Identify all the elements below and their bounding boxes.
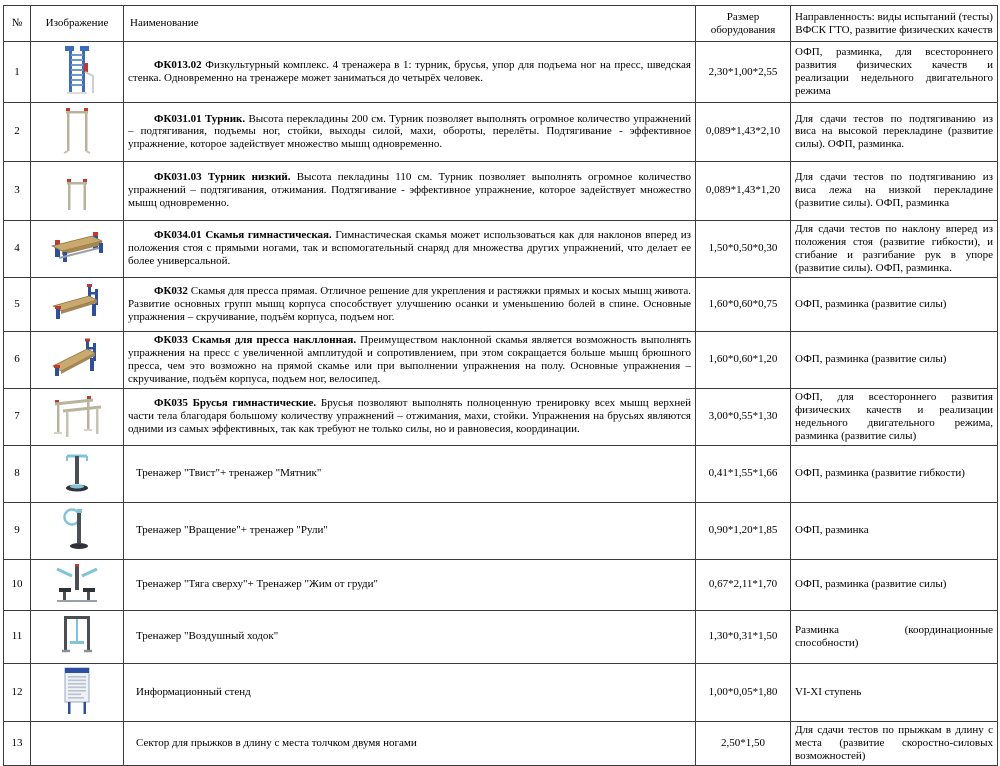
row-number: 2 — [4, 102, 31, 161]
table-row — [4, 331, 998, 388]
equipment-name: Тренажер "Тяга сверху"+ Тренажер "Жим от груди" — [124, 559, 696, 610]
equipment-name: ФК013.02 Физкультурный комплекс. 4 тренажера в 1: турник, брусья, упор для подъема ног на пресс, шведская стенка. Одновременно на тренажере может заниматься до четырёх человек. — [124, 42, 696, 103]
equipment-purpose: VI-XI ступень — [791, 663, 998, 722]
equipment-name: ФК032 Скамья для пресса прямая. Отличное решение для укрепления и растяжки прямых и косых мышц живота. Развитие основных групп мышц корпуса способствует улучшению осанки и уменьшению болей в спине. Основные упражнения – скручивание, подъём корпуса, подъем ног. — [124, 277, 696, 331]
equipment-image-cell — [31, 445, 124, 502]
equipment-image-cell — [31, 502, 124, 559]
gym-bench-icon — [49, 228, 105, 266]
equipment-size: 0,089*1,43*2,10 — [696, 102, 791, 161]
table-row — [4, 610, 998, 663]
equipment-size: 0,90*1,20*1,85 — [696, 502, 791, 559]
header-name: Наименование — [124, 6, 696, 42]
header-size: Размер оборудования — [696, 6, 791, 42]
equipment-name: ФК031.01 Турник. Высота перекладины 200 см. Турник позволяет выполнять огромное количество упражнений – подтягивания, подъемы ног, стойки, выходы силой, махи, обороты, перелёты. Подтягивание - эффективное упражнение, которое задействует множество мышц одновременно. — [124, 102, 696, 161]
twist-machine-icon — [61, 448, 93, 496]
table-row — [4, 102, 998, 161]
table-row — [4, 42, 998, 103]
equipment-name: Сектор для прыжков в длину с места толчком двумя ногами — [124, 722, 696, 766]
header-purpose: Направленность: виды испытаний (тесты) ВФСК ГТО, развитие физических качеств — [791, 6, 998, 42]
air-walker-icon — [59, 613, 95, 657]
row-number: 11 — [4, 610, 31, 663]
equipment-image-cell — [31, 559, 124, 610]
equipment-image-cell — [31, 220, 124, 277]
equipment-size: 1,50*0,50*0,30 — [696, 220, 791, 277]
table-row — [4, 277, 998, 331]
equipment-image-cell — [31, 722, 124, 766]
row-number: 7 — [4, 388, 31, 445]
table-row — [4, 388, 998, 445]
equipment-purpose: ОФП, разминка (развитие силы) — [791, 559, 998, 610]
equipment-size: 2,50*1,50 — [696, 722, 791, 766]
parallel-bars-icon — [49, 391, 105, 439]
row-number: 3 — [4, 161, 31, 220]
equipment-image-cell — [31, 102, 124, 161]
equipment-size: 2,30*1,00*2,55 — [696, 42, 791, 103]
equipment-name: Тренажер "Вращение"+ тренажер "Рули" — [124, 502, 696, 559]
row-number: 9 — [4, 502, 31, 559]
pulldown-machine-icon — [53, 562, 101, 604]
equipment-purpose: Для сдачи тестов по прыжкам в длину с места (развитие скоростно-силовых возможностей) — [791, 722, 998, 766]
header-num: № — [4, 6, 31, 42]
equipment-size: 1,60*0,60*1,20 — [696, 331, 791, 388]
wall-bars-icon — [60, 44, 94, 96]
table-row — [4, 161, 998, 220]
equipment-purpose: ОФП, разминка, для всестороннего развития физических качеств и реализации недельного двигательного режима — [791, 42, 998, 103]
table-row — [4, 559, 998, 610]
row-number: 4 — [4, 220, 31, 277]
equipment-image-cell — [31, 663, 124, 722]
low-bar-icon — [59, 164, 95, 214]
info-stand-icon — [61, 666, 93, 716]
row-number: 12 — [4, 663, 31, 722]
equipment-code: ФК033 Скамья для пресса накллонная. — [154, 333, 357, 346]
row-number: 13 — [4, 722, 31, 766]
equipment-name: ФК034.01 Скамья гимнастическая. Гимнастическая скамья может использоваться как для наклонов вперед из положения стоя с прямыми ногами, так и вспомогательный снаряд для множества других упражнений, что делает ее более универсальной. — [124, 220, 696, 277]
equipment-name: ФК033 Скамья для пресса накллонная. Преимуществом наклонной скамья является возможность выполнять упражнения на пресс с увеличенной амплитудой и сопротивлением, при этом сокращается больше мышц брюшного пресса, чем это возможно на прямой скамье или при выполнении упражнения на полу. Основные упражнения – скручивание, подъём корпуса, подъем ног, велосипед. — [124, 331, 696, 388]
table-row — [4, 502, 998, 559]
row-number: 5 — [4, 277, 31, 331]
table-row — [4, 220, 998, 277]
equipment-size: 1,00*0,05*1,80 — [696, 663, 791, 722]
equipment-purpose: Для сдачи тестов по подтягиванию из виса лежа на низкой перекладине (развитие силы). ОФП, разминка — [791, 161, 998, 220]
equipment-size: 1,30*0,31*1,50 — [696, 610, 791, 663]
equipment-purpose: ОФП, разминка (развитие силы) — [791, 277, 998, 331]
equipment-code: ФК034.01 Скамья гимнастическая. — [154, 229, 332, 242]
equipment-size: 1,60*0,60*0,75 — [696, 277, 791, 331]
equipment-name: Тренажер "Твист"+ тренажер "Мятник" — [124, 445, 696, 502]
equipment-size: 0,089*1,43*1,20 — [696, 161, 791, 220]
high-bar-icon — [59, 105, 95, 155]
equipment-code: ФК031.03 Турник низкий. — [154, 171, 291, 184]
equipment-size: 0,41*1,55*1,66 — [696, 445, 791, 502]
equipment-name: ФК031.03 Турник низкий. Высота пекладины 110 см. Турник позволяет выполнять огромное количество упражнений – подтягивания, отжимания. Подтягивание - эффективное упражнение, которое задействует множество мышц одновременно. — [124, 161, 696, 220]
table-row — [4, 663, 998, 722]
equipment-purpose: ОФП, разминка — [791, 502, 998, 559]
equipment-name: Информационный стенд — [124, 663, 696, 722]
equipment-code: ФК032 — [154, 284, 188, 297]
equipment-purpose: Разминка (координационные способности) — [791, 610, 998, 663]
row-number: 8 — [4, 445, 31, 502]
equipment-code: ФК035 Брусья гимнастические. — [154, 397, 317, 410]
equipment-size: 0,67*2,11*1,70 — [696, 559, 791, 610]
rotation-machine-icon — [62, 505, 92, 553]
equipment-image-cell — [31, 277, 124, 331]
equipment-purpose: Для сдачи тестов по подтягиванию из виса на высокой перекладине (развитие силы). ОФП, разминка. — [791, 102, 998, 161]
equipment-table-body — [4, 42, 998, 766]
row-number: 6 — [4, 331, 31, 388]
equipment-table — [3, 5, 998, 766]
press-bench-straight-icon — [51, 282, 103, 322]
equipment-name: ФК035 Брусья гимнастические. Брусья позволяют выполнять полноценную тренировку всех мышц верхней части тела благодаря большому количеству упражнений – отжимания, махи, стойки. Упражнения на брусьях являются одними из самых эффективных, так как требуют не только силы, но и равновесия, координации. — [124, 388, 696, 445]
equipment-purpose: ОФП, разминка (развитие силы) — [791, 331, 998, 388]
press-bench-incline-icon — [51, 338, 103, 378]
equipment-code: ФК031.01 Турник. — [154, 112, 246, 125]
equipment-size: 3,00*0,55*1,30 — [696, 388, 791, 445]
equipment-image-cell — [31, 331, 124, 388]
equipment-image-cell — [31, 161, 124, 220]
equipment-image-cell — [31, 610, 124, 663]
equipment-purpose: ОФП, для всестороннего развития физических качеств и реализации недельного двигательного режима, разминка (развитие силы) — [791, 388, 998, 445]
table-header — [4, 6, 998, 42]
table-row — [4, 722, 998, 766]
equipment-name: Тренажер "Воздушный ходок" — [124, 610, 696, 663]
table-row — [4, 445, 998, 502]
equipment-image-cell — [31, 388, 124, 445]
equipment-code: ФК013.02 — [154, 59, 202, 72]
equipment-image-cell — [31, 42, 124, 103]
row-number: 10 — [4, 559, 31, 610]
row-number: 1 — [4, 42, 31, 103]
equipment-purpose: ОФП, разминка (развитие гибкости) — [791, 445, 998, 502]
equipment-purpose: Для сдачи тестов по наклону вперед из положения стоя (развитие гибкости), и сгибание и разгибание рук в упоре (развитие силы). ОФП, разминка. — [791, 220, 998, 277]
header-image: Изображение — [31, 6, 124, 42]
